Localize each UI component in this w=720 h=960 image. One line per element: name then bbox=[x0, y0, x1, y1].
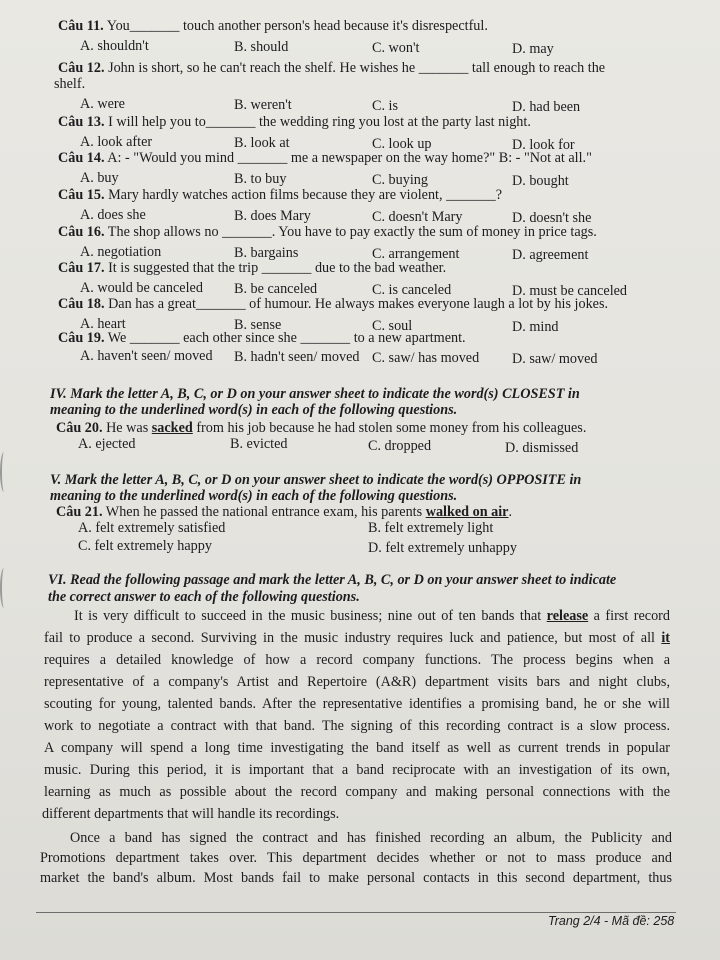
question-text: The shop allows no _______. You have to pay exactly the sum of money in price tags. bbox=[104, 224, 597, 240]
section-5-instruction-cont: meaning to the underlined word(s) in each of the following questions. bbox=[50, 488, 458, 504]
passage-line: scouting for young, talented bands. After the representative identifies a promising band, he or she will bbox=[44, 696, 670, 712]
question-text-cont: shelf. bbox=[54, 76, 86, 92]
option-b: B. bargains bbox=[234, 245, 299, 261]
option-a: A. haven't seen/ moved bbox=[80, 348, 213, 364]
option-d: D. mind bbox=[512, 319, 559, 335]
question-text: Mary hardly watches action films because they are violent, _______? bbox=[104, 187, 503, 203]
question-text: He was bbox=[102, 420, 152, 436]
option-b: B. should bbox=[234, 39, 289, 55]
option-b: B. does Mary bbox=[234, 208, 311, 224]
passage-line: Promotions department takes over. This department decides whether or not to mass produce and bbox=[40, 850, 672, 866]
question-19 bbox=[58, 330, 466, 346]
question-number: Câu 17. bbox=[58, 260, 105, 276]
question-number: Câu 18. bbox=[58, 296, 105, 312]
option-d: D. dismissed bbox=[505, 440, 579, 456]
passage-line: work to negotiate a contract with that band. The signing of this recording contract is a slow process. bbox=[44, 718, 670, 734]
passage-line-last: different departments that will handle its recordings. bbox=[42, 806, 340, 822]
option-d: D. look for bbox=[512, 137, 575, 153]
question-number: Câu 19. bbox=[58, 330, 105, 346]
question-14 bbox=[58, 150, 592, 166]
section-5-instruction: V. Mark the letter A, B, C, or D on your answer sheet to indicate the word(s) OPPOSITE in bbox=[50, 472, 582, 488]
option-d: D. agreement bbox=[512, 247, 589, 263]
page-edge-shadow bbox=[0, 568, 8, 608]
option-c: C. look up bbox=[372, 136, 432, 152]
option-c: C. doesn't Mary bbox=[372, 209, 463, 225]
option-c: C. felt extremely happy bbox=[78, 538, 212, 554]
option-c: C. saw/ has moved bbox=[372, 350, 480, 366]
question-15 bbox=[58, 187, 502, 203]
passage-text: fail to produce a second. Surviving in the music industry requires luck and patience, but most of all bbox=[44, 630, 662, 646]
question-13 bbox=[58, 114, 531, 130]
option-c: C. is bbox=[372, 98, 399, 114]
passage-line: market the band's album. Most bands fail to make personal contacts in this second department, thus bbox=[40, 870, 672, 886]
question-number: Câu 20. bbox=[56, 420, 103, 436]
option-a: A. does she bbox=[80, 207, 146, 223]
question-12 bbox=[58, 60, 605, 76]
passage-text: It is very difficult to succeed in the music business; nine out of ten bands that bbox=[74, 608, 547, 624]
option-d: D. saw/ moved bbox=[512, 351, 598, 367]
option-c: C. won't bbox=[372, 40, 420, 56]
option-d: D. had been bbox=[512, 99, 581, 115]
option-b: B. felt extremely light bbox=[368, 520, 494, 536]
page-footer: Trang 2/4 - Mã đề: 258 bbox=[548, 914, 675, 928]
question-text: I will help you to_______ the wedding ring you lost at the party last night. bbox=[104, 114, 531, 130]
question-text: A: - "Would you mind _______ me a newspaper on the way home?" B: - "Not at all." bbox=[104, 150, 592, 166]
page-edge-shadow bbox=[0, 452, 8, 492]
question-18 bbox=[58, 296, 608, 312]
question-text: Dan has a great_______ of humour. He always makes everyone laugh a lot by his jokes. bbox=[104, 296, 609, 312]
option-d: D. doesn't she bbox=[512, 210, 592, 226]
question-number: Câu 11. bbox=[58, 18, 104, 34]
question-text: . bbox=[508, 504, 513, 520]
question-number: Câu 14. bbox=[58, 150, 105, 166]
passage-line bbox=[44, 630, 670, 646]
option-c: C. soul bbox=[372, 318, 413, 334]
underlined-word: release bbox=[546, 608, 589, 624]
question-number: Câu 15. bbox=[58, 187, 105, 203]
question-text: When he passed the national entrance exam, his parents bbox=[102, 504, 426, 520]
section-6-instruction-cont: the correct answer to each of the following questions. bbox=[48, 589, 360, 605]
option-b: B. weren't bbox=[234, 97, 292, 113]
option-a: A. were bbox=[80, 96, 125, 112]
question-text: It is suggested that the trip _______ due to the bad weather. bbox=[104, 260, 447, 276]
question-11 bbox=[58, 18, 488, 34]
passage-line bbox=[74, 608, 670, 624]
option-d: D. bought bbox=[512, 173, 569, 189]
section-4-instruction: IV. Mark the letter A, B, C, or D on your answer sheet to indicate the word(s) CLOSEST in bbox=[50, 386, 580, 402]
option-c: C. dropped bbox=[368, 438, 432, 454]
underlined-word: it bbox=[661, 630, 670, 646]
option-b: B. sense bbox=[234, 317, 282, 333]
option-a: A. would be canceled bbox=[80, 280, 203, 296]
option-b: B. evicted bbox=[230, 436, 288, 452]
question-number: Câu 12. bbox=[58, 60, 105, 76]
passage-line: representative of a company's Artist and Repertoire (A&R) department visits bars and night clubs, bbox=[44, 674, 670, 690]
question-text: You_______ touch another person's head because it's disrespectful. bbox=[103, 18, 488, 34]
option-d: D. felt extremely unhappy bbox=[368, 540, 517, 556]
passage-line: learning as much as possible about the record company and making personal connections with the bbox=[44, 784, 670, 800]
passage-line: requires a detailed knowledge of how a record company functions. The process begins when a bbox=[44, 652, 670, 668]
passage-line: music. During this period, it is important that a band reciprocate with an investigation of its own, bbox=[44, 762, 670, 778]
option-a: A. buy bbox=[80, 170, 119, 186]
option-d: D. may bbox=[512, 41, 554, 57]
section-4-instruction-cont: meaning to the underlined word(s) in each of the following questions. bbox=[50, 402, 458, 418]
option-a: A. felt extremely satisfied bbox=[78, 520, 226, 536]
question-17 bbox=[58, 260, 446, 276]
underlined-phrase: walked on air bbox=[425, 504, 509, 520]
question-text: We _______ each other since she _______ to a new apartment. bbox=[104, 330, 466, 346]
passage-line: Once a band has signed the contract and has finished recording an album, the Publicity and bbox=[70, 830, 672, 846]
option-a: A. heart bbox=[80, 316, 126, 332]
option-b: B. be canceled bbox=[234, 281, 318, 297]
question-number: Câu 21. bbox=[56, 504, 103, 520]
option-d: D. must be canceled bbox=[512, 283, 628, 299]
question-20 bbox=[56, 420, 586, 436]
option-a: A. look after bbox=[80, 134, 153, 150]
passage-line: A company will spend a long time investigating the band itself as well as current trends in popular bbox=[44, 740, 670, 756]
option-c: C. buying bbox=[372, 172, 428, 188]
question-number: Câu 13. bbox=[58, 114, 105, 130]
option-a: A. ejected bbox=[78, 436, 136, 452]
footer-rule bbox=[36, 912, 676, 913]
option-c: C. is canceled bbox=[372, 282, 452, 298]
question-text: John is short, so he can't reach the shelf. He wishes he _______ tall enough to reach the bbox=[104, 60, 606, 76]
question-16 bbox=[58, 224, 597, 240]
section-6-instruction: VI. Read the following passage and mark the letter A, B, C, or D on your answer sheet to indicate bbox=[48, 572, 617, 588]
underlined-word: sacked bbox=[151, 420, 193, 436]
option-a: A. negotiation bbox=[80, 244, 162, 260]
question-number: Câu 16. bbox=[58, 224, 105, 240]
option-a: A. shouldn't bbox=[80, 38, 149, 54]
option-c: C. arrangement bbox=[372, 246, 460, 262]
option-b: B. hadn't seen/ moved bbox=[234, 349, 360, 365]
question-text: from his job because he had stolen some money from his colleagues. bbox=[192, 420, 587, 436]
option-b: B. look at bbox=[234, 135, 290, 151]
option-b: B. to buy bbox=[234, 171, 287, 187]
question-21 bbox=[56, 504, 512, 520]
passage-text: a first record bbox=[588, 608, 670, 624]
